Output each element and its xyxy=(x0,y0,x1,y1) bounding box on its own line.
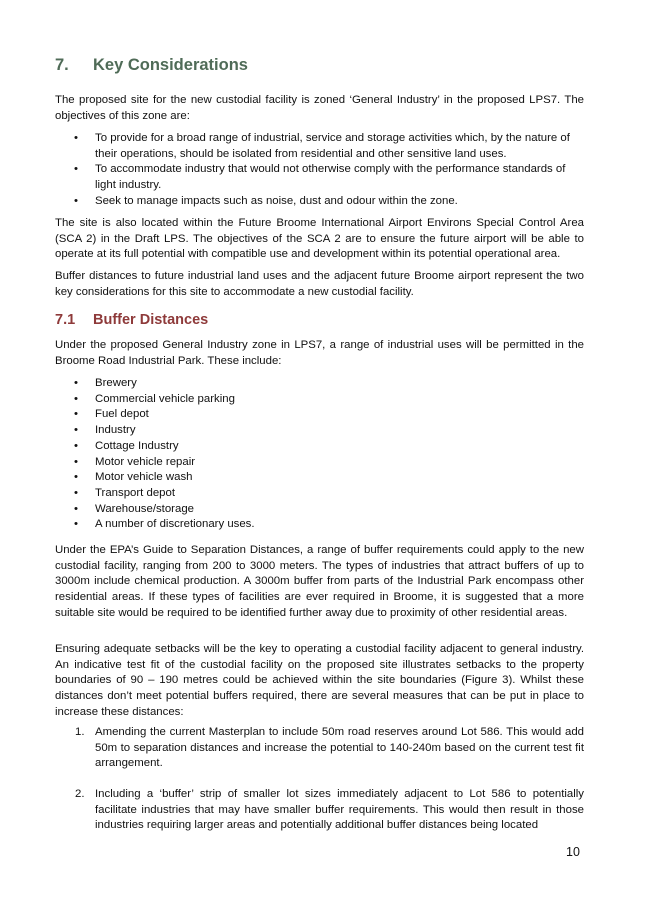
list-item xyxy=(55,725,584,772)
buffer-considerations-paragraph: Buffer distances to future industrial land uses and the adjacent future Broome airport represent the two key considerations for this site to accommodate a new custodial facility. xyxy=(55,270,584,298)
list-item: • To accommodate industry that would not otherwise comply with the performance standards of light industry. xyxy=(55,162,584,193)
section-7-title: Key Considerations xyxy=(93,56,248,74)
sca-paragraph: The site is also located within the Future Broome International Airport Environs Special Control Area (SCA 2) in the Draft LPS. The objectives of the SCA 2 are to ensure the future airport will be able to operate at its full potential with compatible use and development within its potential operational area. xyxy=(55,217,584,261)
list-item: • Fuel depot xyxy=(55,407,584,423)
list-item: • Cottage Industry xyxy=(55,439,584,455)
list-item: • A number of discretionary uses. xyxy=(55,517,584,533)
list-item: • Warehouse/storage xyxy=(55,502,584,518)
section-7-1-heading xyxy=(55,313,208,329)
list-item: • Brewery xyxy=(55,376,584,392)
list-number: 1. xyxy=(75,726,85,738)
section-7-1-title: Buffer Distances xyxy=(93,312,209,328)
measures-list-2 xyxy=(55,787,584,834)
list-item: • Motor vehicle wash xyxy=(55,470,584,486)
setbacks-paragraph: Ensuring adequate setbacks will be the key to operating a custodial facility adjacent to general industry. An indicative test fit of the custodial facility on the proposed site illustrates setbacks to the property boundaries of 90 – 190 metres could be achieved within the site boundaries (Figure 3). Whilst these distances don’t meet potential buffers required, there are several measures that can be put in place to increase these distances: xyxy=(55,643,584,718)
section-7-heading xyxy=(55,58,248,74)
section-7-1-intro: Under the proposed General Industry zone in LPS7, a range of industrial uses will be permitted in the Broome Road Industrial Park. These include: xyxy=(55,339,584,367)
list-item: • To provide for a broad range of industrial, service and storage activities which, by the nature of their operations, should be isolated from residential and other sensitive land uses. xyxy=(55,131,584,162)
list-text: Including a ‘buffer’ strip of smaller lot sizes immediately adjacent to Lot 586 to potentially facilitate industries that may have smaller buffer requirements. This would then result in those industries requiring larger areas and potentially additional buffer distances being located xyxy=(95,788,584,832)
section-7-intro: The proposed site for the new custodial facility is zoned ‘General Industry’ in the proposed LPS7. The objectives of this zone are: xyxy=(55,94,584,122)
list-item: • Motor vehicle repair xyxy=(55,455,584,471)
list-number: 2. xyxy=(75,788,85,800)
zone-objectives-list xyxy=(55,131,584,210)
section-7-number: 7. xyxy=(55,56,69,74)
list-item: • Seek to manage impacts such as noise, dust and odour within the zone. xyxy=(55,194,584,210)
permitted-uses-list xyxy=(55,376,584,533)
epa-paragraph: Under the EPA’s Guide to Separation Distances, a range of buffer requirements could apply to the new custodial facility, ranging from 200 to 3000 meters. The types of industries that attract buffers of up to 3000m include chemical production. A 3000m buffer from parts of the Industrial Park encompass other residential areas. If these types of facilities are ever required in Broome, it is suggested that a more suitable site would be required to be identified further away due to proximity of other residential areas. xyxy=(55,544,584,619)
list-item: • Transport depot xyxy=(55,486,584,502)
page-number: 10 xyxy=(566,845,580,859)
list-text: Amending the current Masterplan to include 50m road reserves around Lot 586. This would add 50m to separation distances and increase the potential to 140-240m based on the current test fit arrangement. xyxy=(95,726,584,770)
list-item: • Commercial vehicle parking xyxy=(55,392,584,408)
list-item: • Industry xyxy=(55,423,584,439)
section-7-1-number: 7.1 xyxy=(55,312,76,328)
list-item xyxy=(55,787,584,834)
measures-list-1 xyxy=(55,725,584,772)
